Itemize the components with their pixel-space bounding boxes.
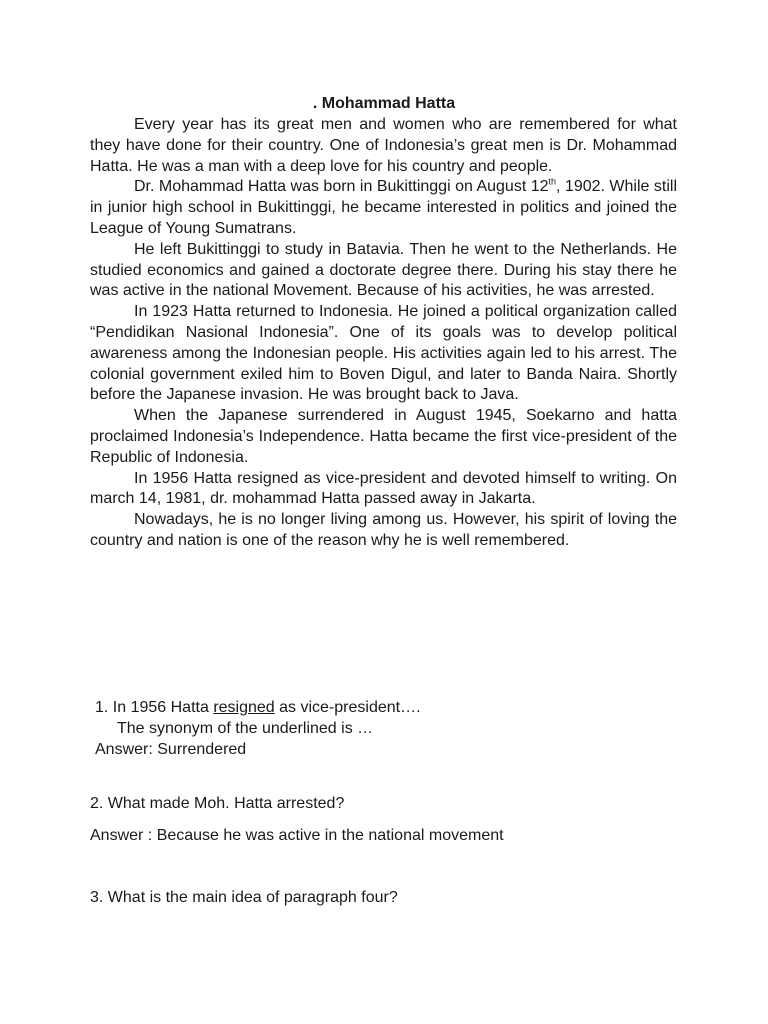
article-body bbox=[90, 115, 677, 552]
question-1-suffix: as vice-president…. bbox=[274, 699, 421, 716]
paragraph-2-superscript: th bbox=[548, 177, 557, 188]
paragraph-7: Nowadays, he is no longer living among us. However, his spirit of loving the country and nation is one of the reason why he is well remembered. bbox=[90, 511, 677, 549]
paragraph-2-text-b: , 1902. While still in junior high school in Bukittinggi, he became interested in politics and joined the League of Young Sumatrans. bbox=[90, 178, 677, 237]
question-1-subprompt: The synonym of the underlined is … bbox=[117, 720, 374, 737]
paragraph-1: Every year has its great men and women who are remembered for what they have done for their country. One of Indonesia’s great men is Dr. Mohammad Hatta. He was a man with a deep love for his country and people. bbox=[90, 116, 677, 175]
paragraph-5: When the Japanese surrendered in August 1945, Soekarno and hatta proclaimed Indonesia’s Independence. Hatta became the first vice-president of the Republic of Indonesia. bbox=[90, 407, 677, 466]
question-2: 2. What made Moh. Hatta arrested? bbox=[90, 795, 345, 812]
paragraph-6: In 1956 Hatta resigned as vice-president and devoted himself to writing. On march 14, 1981, dr. mohammad Hatta passed away in Jakarta. bbox=[90, 469, 677, 508]
question-1-underlined-word: resigned bbox=[213, 699, 275, 716]
paragraph-4: In 1923 Hatta returned to Indonesia. He joined a political organization called “Pendidikan Nasional Indonesia”. One of its goals was to develop political awareness among the Indonesian people. His activities again led to his arrest. The colonial government exiled him to Boven Digul, and later to Banda Naira. Shortly before the Japanese invasion. He was brought back to Java. bbox=[90, 303, 677, 404]
question-3: 3. What is the main idea of paragraph four? bbox=[90, 889, 398, 906]
question-1-prefix: 1. In 1956 Hatta bbox=[95, 699, 214, 716]
question-1-answer: Answer: Surrendered bbox=[95, 741, 247, 758]
question-2-answer: Answer : Because he was active in the national movement bbox=[90, 827, 504, 844]
paragraph-3: He left Bukittinggi to study in Batavia. Then he went to the Netherlands. He studied economics and gained a doctorate degree there. During his stay there he was active in the national Movement. Because of his activities, he was arrested. bbox=[90, 240, 677, 300]
paragraph-2-text-a: Dr. Mohammad Hatta was born in Bukittinggi on August 12 bbox=[134, 178, 549, 196]
document-title: . Mohammad Hatta bbox=[312, 95, 456, 112]
question-1 bbox=[95, 698, 421, 718]
paragraph-2 bbox=[90, 177, 677, 239]
